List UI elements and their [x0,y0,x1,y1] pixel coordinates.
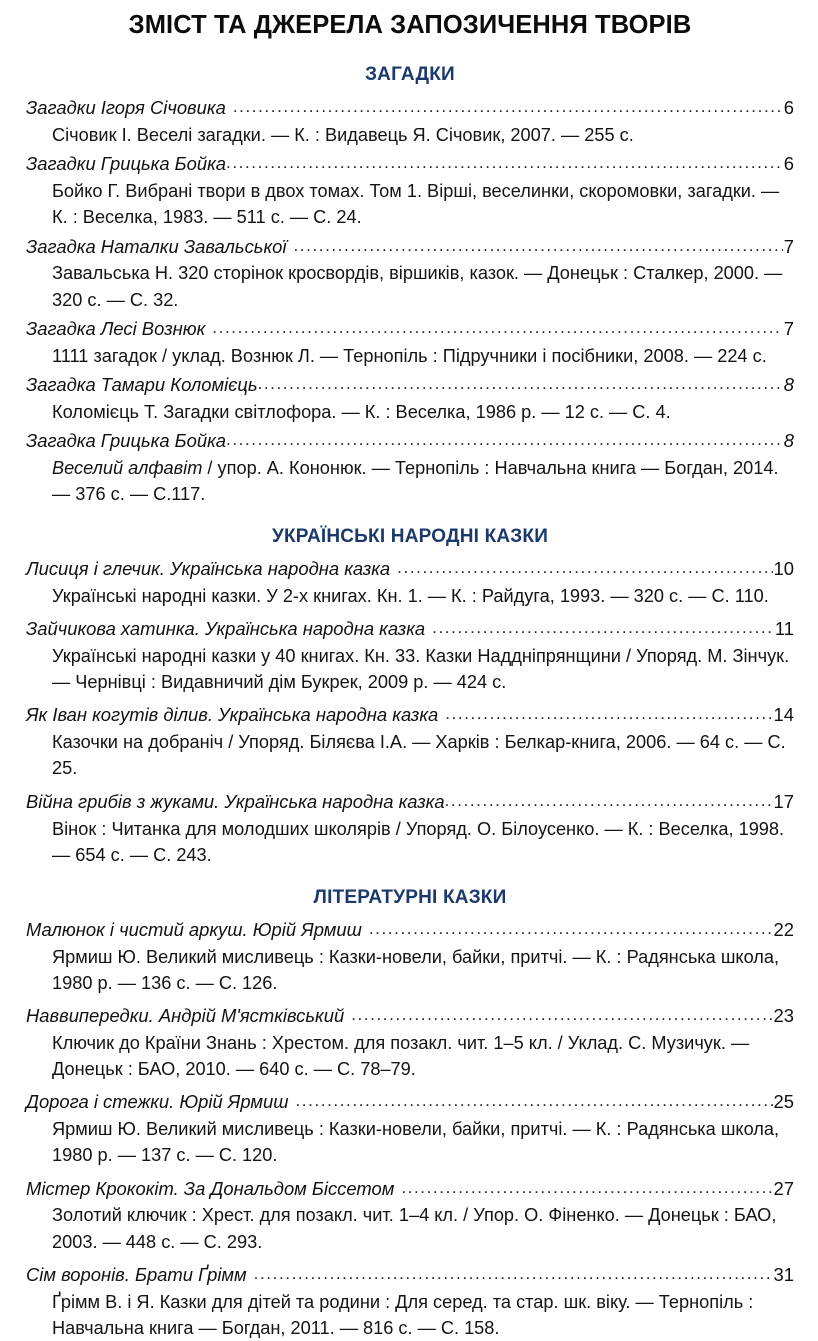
toc-page [0,11,818,1338]
toc-entry-page-number: 31 [773,1263,794,1285]
toc-entry-page-number: 6 [783,153,794,175]
toc-entry-title-row [26,702,794,729]
toc-entry[interactable] [26,1262,794,1341]
toc-entry-page-number: 25 [773,1091,794,1113]
dot-leader [445,789,773,814]
toc-entry-title: Як Іван когутів ділив. Українська народна казка [26,704,439,726]
toc-entry-title: Малюнок і чистий аркуш. Юрій Ярмиш [26,918,362,940]
toc-entry-source: Завальська Н. 320 сторінок кросвордів, віршиків, казок. — Донецьк : Сталкер, 2000. — 320 с. — С. 32. [52,263,783,310]
dot-leader [445,702,772,727]
toc-entry-source: Золотий ключик : Хрест. для позакл. чит. 1–4 кл. / Упор. О. Фіненко. — Донецьк : БАО, 2003. — 448 с. — С. 293. [52,1205,777,1252]
toc-entry-source: Казочки на добраніч / Упоряд. Біляєва І.А. — Харків : Белкар-книга, 2006. — 64 с. — С. 25. [52,732,786,779]
toc-entry-title: Дорога і стежки. Юрій Ярмиш [26,1091,289,1113]
toc-entry-title-row [26,616,794,643]
toc-entry-source: Січовик І. Веселі загадки. — К. : Видавець Я. Січовик, 2007. — 255 с. [52,125,634,146]
toc-entry-title-row [26,372,794,399]
toc-entry[interactable] [26,917,794,996]
section-ukrainian-folk-tales [26,527,794,868]
toc-entry-page-number: 7 [783,317,794,339]
toc-entry-page-number: 23 [773,1005,794,1027]
toc-entry-source: Українські народні казки у 40 книгах. Кн. 33. Казки Наддніпрянщини / Упоряд. М. Зінчук. — Чернівці : Видавничий дім Букрек, 2009 р. — 424 с. [52,646,790,693]
dot-leader [258,372,783,397]
toc-entry-title-row [26,95,794,122]
toc-entry[interactable] [26,95,794,148]
toc-entry-source: Вінок : Читанка для молодших школярів / Упоряд. О. Білоусенко. — К. : Веселка, 1998. — 654 с. — С. 243. [52,818,785,865]
toc-entry-page-number: 11 [774,618,794,640]
toc-entry-title: Загадки Грицька Бойка [26,153,226,175]
toc-entry-title-row [26,1176,794,1203]
toc-entry[interactable] [26,789,794,868]
toc-entry-page-number: 10 [773,558,794,580]
toc-entry-title: Зайчикова хатинка. Українська народна казка [26,618,426,640]
toc-entry-source: Коломієць Т. Загадки світлофора. — К. : Веселка, 1986 р. — 12 с. — С. 4. [52,401,671,422]
toc-entry-title: Лисиця і глечик. Українська народна казка [26,558,391,580]
toc-entry-source: Ярмиш Ю. Великий мисливець : Казки-новели, байки, притчі. — К. : Радянська школа, 1980 р. — 136 с. — С. 126. [52,946,780,993]
dot-leader [295,1089,772,1114]
toc-entry-title-row [26,428,794,455]
toc-entry-source [52,455,794,507]
section-zagadky [26,65,794,507]
toc-entry-title: Сім воронів. Брати Ґрімм [26,1263,247,1285]
page-title: ЗМІСТ ТА ДЖЕРЕЛА ЗАПОЗИЧЕННЯ ТВОРІВ [128,11,692,39]
toc-entry-title-row [26,789,794,816]
toc-entry-page-number: 6 [783,97,794,119]
toc-entry[interactable] [26,1089,794,1168]
toc-entry[interactable] [26,234,794,313]
dot-leader [293,234,782,259]
toc-entry-source: 1111 загадок / уклад. Вознюк Л. — Тернопіль : Підручники і посібники, 2008. — 224 с. [52,345,767,366]
dot-leader [401,1176,772,1201]
toc-entry-source: Бойко Г. Вибрані твори в двох томах. Том 1. Вірші, веселинки, скоромовки, загадки. — К. : Веселка, 1983. — 511 с. — С. 24. [52,181,780,228]
toc-entry-source: Ґрімм В. і Я. Казки для дітей та родини : Для серед. та стар. шк. віку. — Тернопіль : Навчальна книга — Богдан, 2011. — 816 с. — С. 158. [52,1291,754,1338]
toc-entry-title-row [26,151,794,178]
section-literary-tales [26,888,794,1341]
dot-leader [226,428,783,453]
dot-leader [432,616,774,641]
toc-entry-page-number: 8 [783,373,794,395]
toc-entry[interactable] [26,372,794,425]
dot-leader [397,556,772,581]
section-entry-list [26,95,794,507]
section-entry-list [26,556,794,868]
dot-leader [212,316,782,341]
toc-entry-title: Містер Крококіт. За Дональдом Біссетом [26,1177,395,1199]
toc-entry[interactable] [26,428,794,507]
toc-entry-title-row [26,316,794,343]
toc-entry-title-row [26,1262,794,1289]
toc-entry-title: Загадки Ігоря Січовика [26,97,226,119]
dot-leader [351,1003,772,1028]
dot-leader [233,95,783,120]
toc-entry-source-text: / упор. А. Кононюк. — Тернопіль : Навчальна книга — Богдан, 2014. — 376 с. — С.117. [52,457,779,504]
section-heading: ЗАГАДКИ [365,64,455,86]
toc-entry[interactable] [26,316,794,369]
toc-entry-title-row [26,234,794,261]
toc-entry-source-italic-lead: Веселий алфавіт [52,457,203,478]
toc-entry[interactable] [26,151,794,230]
toc-entry-page-number: 17 [773,790,794,812]
dot-leader [254,1262,773,1287]
dot-leader [226,151,783,176]
toc-entry-page-number: 27 [773,1177,794,1199]
toc-entry-source: Ключик до Країни Знань : Хрестом. для позакл. чит. 1–5 кл. / Уклад. С. Музичук. — Донецьк : БАО, 2010. — 640 с. — С. 78–79. [52,1032,750,1080]
toc-entry-title-row [26,1003,794,1030]
toc-entry-title-row [26,556,794,583]
section-heading: УКРАЇНСЬКІ НАРОДНІ КАЗКИ [271,526,549,548]
dot-leader [369,917,773,942]
toc-entry-page-number: 14 [773,704,794,726]
toc-entry-title-row [26,1089,794,1116]
toc-entry[interactable] [26,556,794,609]
toc-entry-title: Загадка Лесі Вознюк [26,317,206,339]
toc-entry-page-number: 8 [783,429,794,451]
toc-entry-title-row [26,917,794,944]
section-heading: ЛІТЕРАТУРНІ КАЗКИ [313,886,507,908]
toc-entry[interactable] [26,616,794,695]
toc-entry-page-number: 22 [773,918,794,940]
toc-entry-source: Українські народні казки. У 2-х книгах. Кн. 1. — К. : Райдуга, 1993. — 320 с. — С. 110. [52,585,769,606]
toc-entry-title: Війна грибів з жуками. Українська народна казка [26,790,445,812]
toc-entry[interactable] [26,1003,794,1082]
toc-entry[interactable] [26,702,794,781]
toc-entry-page-number: 7 [783,235,794,257]
toc-entry-source: Ярмиш Ю. Великий мисливець : Казки-новели, байки, притчі. — К. : Радянська школа, 1980 р. — 137 с. — С. 120. [52,1119,780,1166]
toc-entry-title: Загадка Наталки Завальської [26,235,287,257]
section-entry-list [26,917,794,1341]
toc-entry-title: Загадка Грицька Бойка [26,429,226,451]
toc-entry-title: Наввипередки. Андрій М'ястківський [26,1005,345,1027]
toc-entry[interactable] [26,1176,794,1255]
toc-entry-title: Загадка Тамари Коломієць [26,373,258,395]
